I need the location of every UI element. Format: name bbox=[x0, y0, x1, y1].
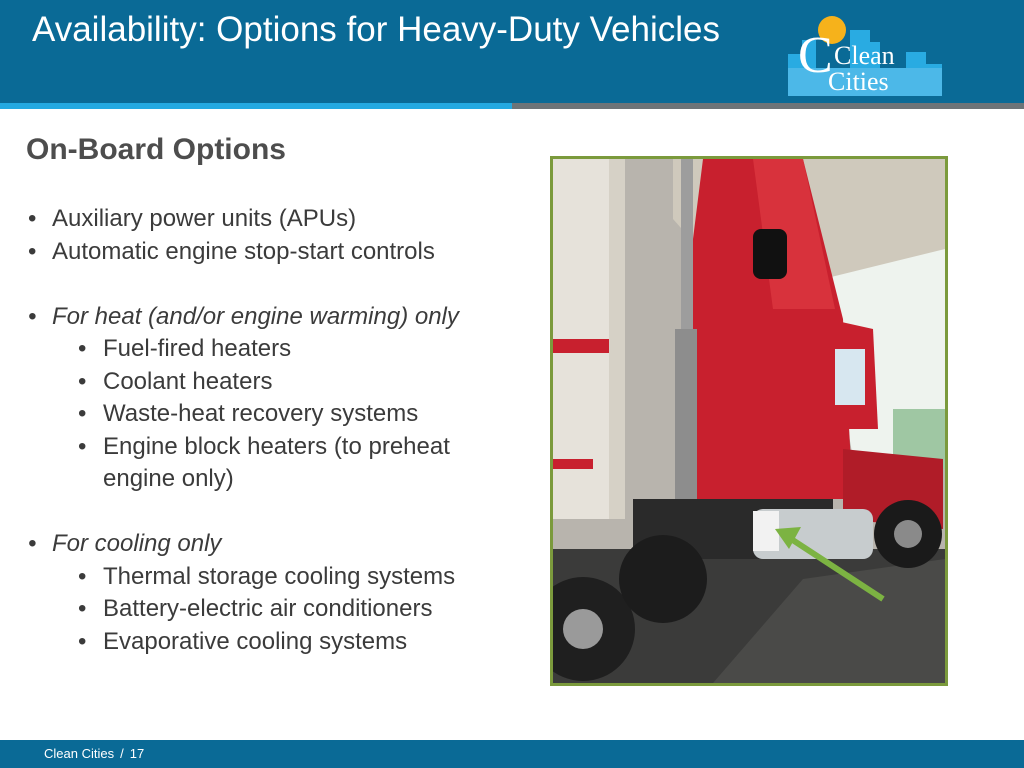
sub-bullet-fuel-fired: • Fuel-fired heaters bbox=[26, 333, 516, 366]
sub-bullet-engine-block: • Engine block heaters (to preheat engine only) bbox=[26, 431, 516, 496]
sub-bullet-battery-ac: • Battery-electric air conditioners bbox=[26, 593, 516, 626]
bullet-heat-only: • For heat (and/or engine warming) only bbox=[26, 301, 516, 334]
footer-separator: / bbox=[120, 746, 124, 761]
slide-title: Availability: Options for Heavy-Duty Vehicles bbox=[32, 10, 720, 49]
page-number: 17 bbox=[129, 746, 145, 761]
bullet-cooling-only: • For cooling only bbox=[26, 528, 516, 561]
truck-photo bbox=[550, 156, 948, 686]
spacer bbox=[26, 268, 516, 301]
sub-bullet-coolant: • Coolant heaters bbox=[26, 366, 516, 399]
logo-text-cities: Cities bbox=[828, 67, 889, 96]
bullet-apus: • Auxiliary power units (APUs) bbox=[26, 203, 516, 236]
footer-text bbox=[44, 746, 144, 761]
section-heading: On-Board Options bbox=[26, 133, 286, 166]
spacer bbox=[26, 496, 516, 529]
logo-text-clean: Clean bbox=[834, 41, 895, 70]
sub-bullet-waste-heat: • Waste-heat recovery systems bbox=[26, 398, 516, 431]
sub-bullet-thermal-storage: • Thermal storage cooling systems bbox=[26, 561, 516, 594]
clean-cities-logo bbox=[788, 10, 948, 96]
header-stripe-gray bbox=[512, 103, 1024, 109]
bullet-stop-start: • Automatic engine stop-start controls bbox=[26, 236, 516, 269]
sub-bullet-evaporative: • Evaporative cooling systems bbox=[26, 626, 516, 659]
header-stripe-light bbox=[0, 103, 512, 109]
bullet-list bbox=[26, 203, 516, 658]
logo-letter-c: C bbox=[798, 27, 833, 84]
footer-bar bbox=[0, 740, 1024, 768]
footer-org: Clean Cities bbox=[44, 746, 115, 761]
